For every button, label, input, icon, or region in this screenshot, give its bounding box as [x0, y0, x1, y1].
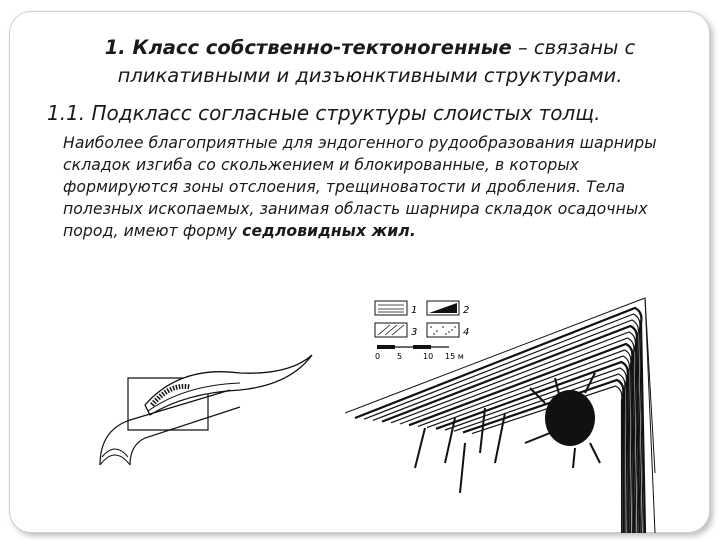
legend-box-1 [375, 301, 407, 315]
body-emphasis: седловидных жил. [242, 222, 416, 240]
fold-section-figure [345, 293, 675, 533]
fold-layer-line [391, 332, 638, 533]
legend-label-3: 3 [411, 327, 418, 338]
fold-layer-line [463, 380, 623, 533]
fold-layers [355, 308, 645, 533]
vein-body [145, 355, 312, 415]
fold-bottom-line [130, 407, 240, 465]
body-text: Наиболее благоприятные для эндогенного рудообразования шарниры складок изгиба со скольжением и блокированные, в которых формируются зоны отслоения, трещиноватости и дробления. Тела полезных ископаемых, занимая область шарнира складок осадочных пород, имеют форму [63, 134, 657, 240]
title-rest-part: – связаны с пликативными и дизъюнктивными структурами. [117, 36, 636, 87]
legend-box-4 [427, 323, 459, 337]
subheading: 1.1. Подкласс согласные структуры слоистых толщ. [47, 101, 601, 125]
fold-section-inner [102, 449, 128, 457]
scale-tick-5: 5 [397, 352, 403, 361]
scale-tick-10: 10 [423, 352, 434, 361]
fold-layer-line [373, 320, 641, 533]
fold-layer-line [400, 338, 636, 533]
saddle-vein-figure [90, 345, 330, 475]
legend-label-4: 4 [463, 327, 470, 338]
body-paragraph [63, 132, 683, 242]
fold-section-arc [100, 455, 130, 465]
scale-tick-15: 15 м [445, 352, 464, 361]
legend-label-2: 2 [463, 305, 470, 316]
legend-label-1: 1 [411, 305, 418, 316]
scale-tick-0: 0 [375, 352, 381, 361]
title-bold-part: 1. Класс собственно-тектоногенные [104, 36, 512, 59]
slide-title [60, 34, 680, 90]
legend [375, 301, 469, 361]
